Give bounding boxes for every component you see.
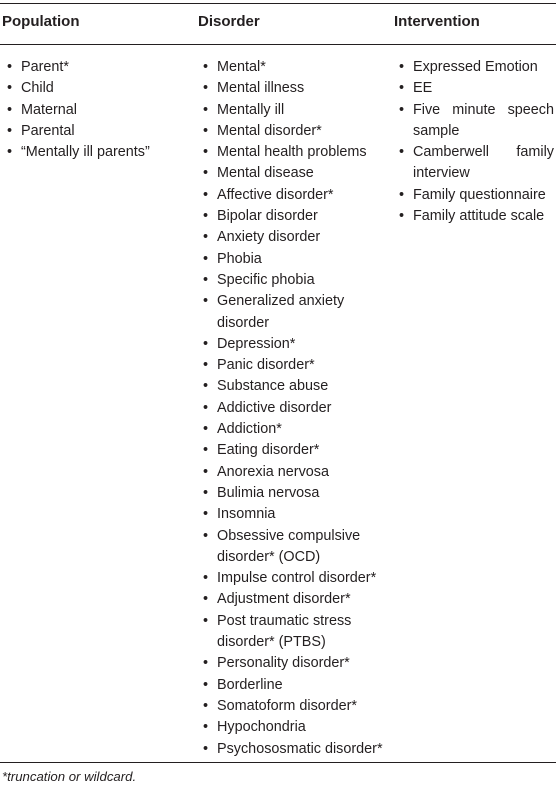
list-item: • Mental health problems	[198, 142, 383, 163]
list-item: • Bipolar disorder	[198, 206, 383, 227]
population-list	[2, 57, 182, 163]
list-item: • Child	[2, 78, 182, 99]
list-item: • Anxiety disorder	[198, 227, 383, 248]
list-item: • Obsessive compulsive disorder* (OCD)	[198, 526, 383, 569]
list-item: • Affective disorder*	[198, 185, 383, 206]
list-item: • Depression*	[198, 334, 383, 355]
list-item: • Adjustment disorder*	[198, 589, 383, 610]
intervention-list	[394, 57, 554, 227]
list-item: • Five minute speech sample	[394, 100, 554, 143]
list-item: • EE	[394, 78, 554, 99]
list-item: • Mentally ill	[198, 100, 383, 121]
list-item: • Substance abuse	[198, 376, 383, 397]
header-rule	[0, 44, 556, 45]
list-item: • Addictive disorder	[198, 398, 383, 419]
table-bottom-rule	[0, 762, 556, 763]
list-item: • Post traumatic stress disorder* (PTBS)	[198, 611, 383, 654]
list-item: • Personality disorder*	[198, 653, 383, 674]
list-item: • Parental	[2, 121, 182, 142]
list-item: • Generalized anxiety disorder	[198, 291, 383, 334]
list-item: • Panic disorder*	[198, 355, 383, 376]
list-item: • Parent*	[2, 57, 182, 78]
list-item: • Insomnia	[198, 504, 383, 525]
list-item: • Eating disorder*	[198, 440, 383, 461]
table-top-rule	[0, 3, 556, 4]
list-item: • Family questionnaire	[394, 185, 554, 206]
list-item: • Anorexia nervosa	[198, 462, 383, 483]
list-item: • Phobia	[198, 249, 383, 270]
list-item: • Mental disorder*	[198, 121, 383, 142]
list-item: • Family attitude scale	[394, 206, 554, 227]
list-item: • Psychososmatic disorder*	[198, 739, 383, 760]
list-item: • Mental*	[198, 57, 383, 78]
list-item: • Expressed Emotion	[394, 57, 554, 78]
list-item: • Impulse control disorder*	[198, 568, 383, 589]
footnote: *truncation or wildcard.	[2, 769, 137, 784]
list-item: • “Mentally ill parents”	[2, 142, 182, 163]
header-disorder: Disorder	[198, 13, 260, 30]
list-item: • Maternal	[2, 100, 182, 121]
list-item: • Hypochondria	[198, 717, 383, 738]
header-population: Population	[2, 13, 80, 30]
list-item: • Bulimia nervosa	[198, 483, 383, 504]
list-item: • Borderline	[198, 675, 383, 696]
header-intervention: Intervention	[394, 13, 480, 30]
list-item: • Mental illness	[198, 78, 383, 99]
list-item: • Camberwell family interview	[394, 142, 554, 185]
list-item: • Specific phobia	[198, 270, 383, 291]
disorder-list	[198, 57, 383, 760]
list-item: • Somatoform disorder*	[198, 696, 383, 717]
list-item: • Mental disease	[198, 163, 383, 184]
list-item: • Addiction*	[198, 419, 383, 440]
